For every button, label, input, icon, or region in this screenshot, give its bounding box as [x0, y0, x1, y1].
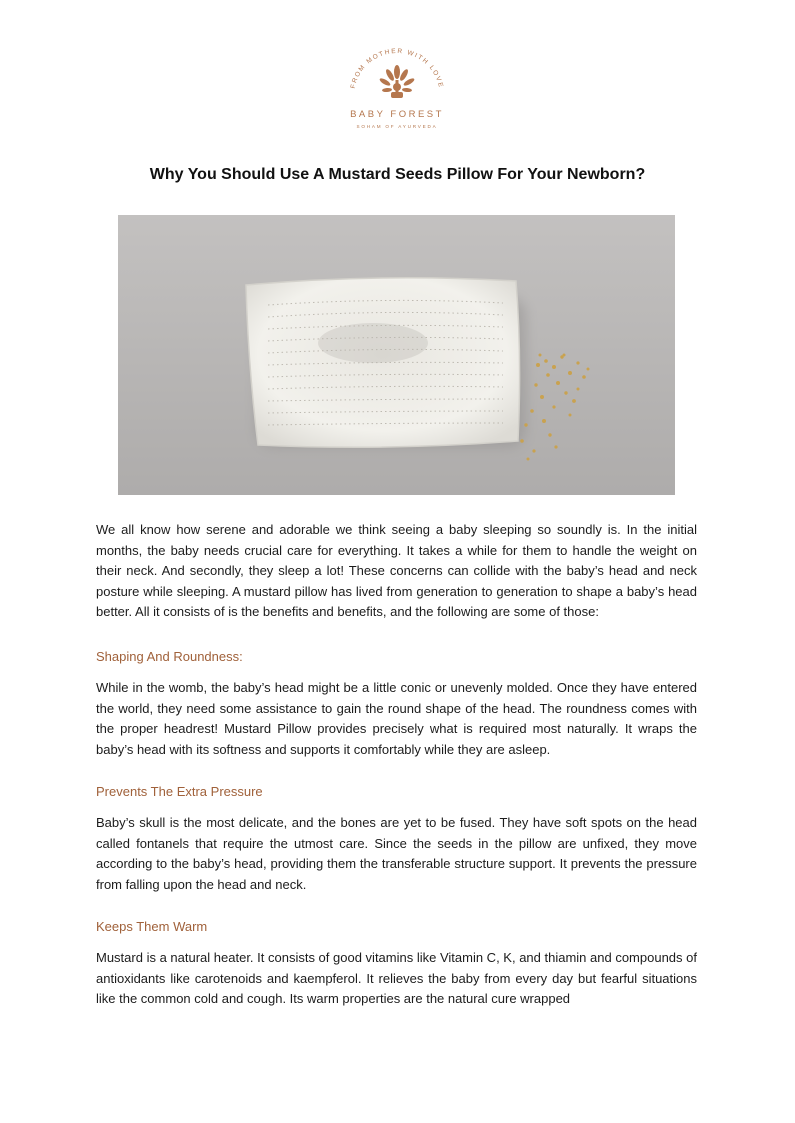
section-paragraph: Baby’s skull is the most delicate, and the bones are yet to be fused. They have soft spots on the head called fontanels that require the utmost care. Since the seeds in the pillow are unfixed, they move according to the baby’s head, providing them the transferable structure support. It prevents the pressure from falling upon the head and neck. [96, 815, 697, 892]
section-paragraph: While in the womb, the baby’s head might be a little conic or unevenly molded. Once they have entered the world, they need some assistance to gain the round shape of the head. The roundness comes with the proper headrest! Mustard Pillow provides precisely what is required most naturally. It wraps the baby’s head with its softness and supports it comfortably while they are asleep. [96, 680, 697, 757]
section-pressure [96, 784, 697, 799]
hero-image [118, 215, 675, 495]
brand-logo [330, 40, 464, 136]
intro-paragraph: We all know how serene and adorable we think seeing a baby sleeping so soundly is. In the initial months, the baby needs crucial care for everything. It takes a while for them to handle the weight on their neck. And secondly, they sleep a lot! These concerns can collide with the baby’s head and neck posture while sleeping. A mustard pillow has lived from generation to generation to shape a baby’s head better. All it consists of is the benefits and benefits, and the following are some of those: [96, 522, 697, 620]
article-title: Why You Should Use A Mustard Seeds Pillow For Your Newborn? [149, 166, 646, 183]
section-shaping-body [96, 678, 697, 760]
tree-icon [379, 65, 416, 98]
mustard-pillow-photo [118, 215, 675, 495]
section-heading: Prevents The Extra Pressure [96, 784, 263, 799]
logo-emblem [330, 40, 464, 136]
logo-arc-text: FROM MOTHER WITH LOVE [349, 47, 445, 90]
logo-brand-name: BABY FOREST [350, 109, 444, 120]
logo-tagline: SOHAM OF AYURVEDA [356, 124, 438, 129]
section-pressure-body [96, 813, 697, 895]
intro-block [96, 520, 697, 623]
section-paragraph: Mustard is a natural heater. It consists of good vitamins like Vitamin C, K, and thiamin and compounds of antioxidants like carotenoids and kaempferol. It relieves the baby from every day but fearful situations like the common cold and cough. Its warm properties are the natural cure wrapped [96, 950, 697, 1007]
section-warm-body [96, 948, 697, 1010]
section-warm [96, 919, 697, 934]
section-shaping [96, 649, 697, 664]
section-heading: Shaping And Roundness: [96, 649, 243, 664]
section-heading: Keeps Them Warm [96, 919, 208, 934]
